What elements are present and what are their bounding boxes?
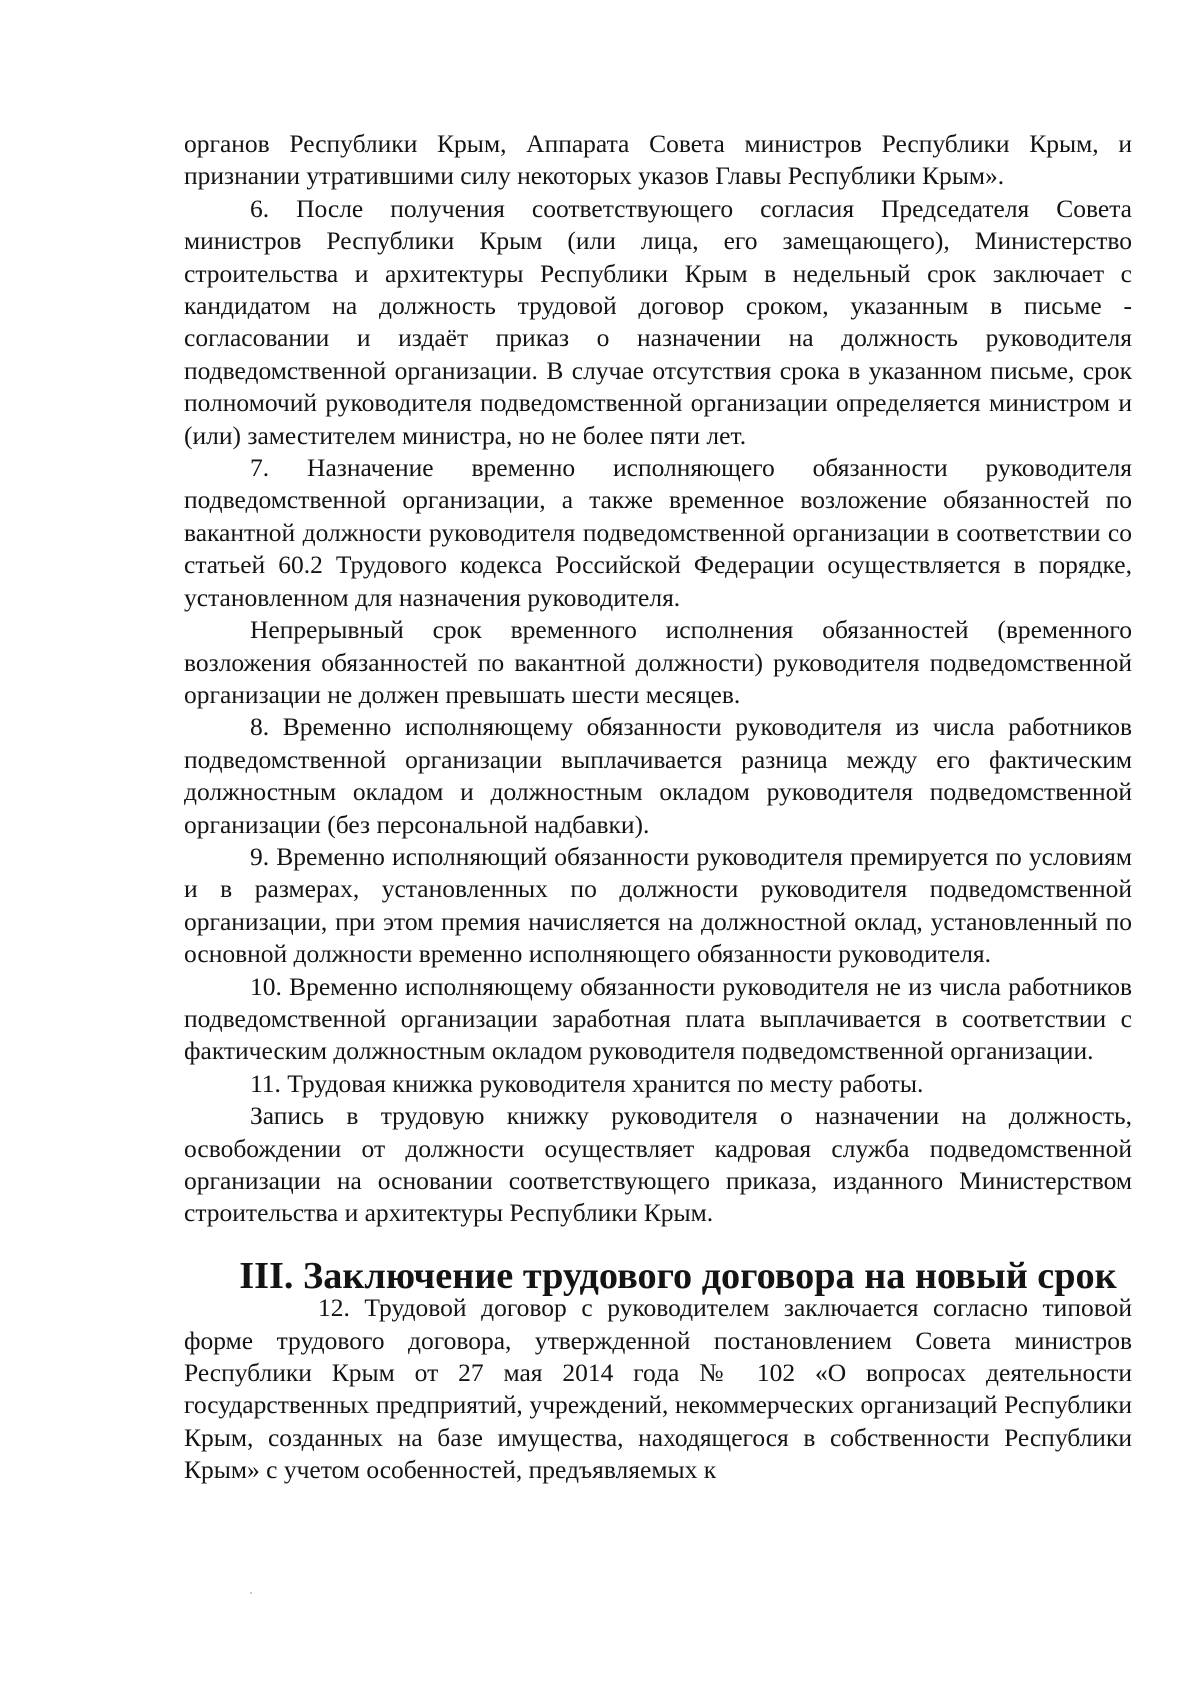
document-body — [184, 128, 1132, 1487]
paragraph-continuation: органов Республики Крым, Аппарата Совета министров Республики Крым, и признании утратившими силу некоторых указов Главы Республики Крым». — [184, 129, 1132, 191]
paragraph-11: 11. Трудовая книжка руководителя хранится по месту работы. — [250, 1068, 924, 1098]
paragraph-10: 10. Временно исполняющему обязанности руководителя не из числа работников подведомственной организации заработная плата выплачивается в соответствии с фактическим должностным окладом руководителя подведомственной организации. — [184, 971, 1132, 1066]
paragraph-7: 7. Назначение временно исполняющего обязанности руководителя подведомственной организации, а также временное возложение обязанностей по вакантной должности руководителя подведомственной организации в соответствии со статьей 60.2 Трудового кодекса Российской Федерации осуществляется в порядке, установленном для назначения руководителя. — [184, 453, 1132, 612]
scan-speck — [250, 1592, 252, 1594]
paragraph-11-continuation: Запись в трудовую книжку руководителя о назначении на должность, освобождении от должности осуществляет кадровая служба подведомственной организации на основании соответствующего приказа, изданного Министерством строительства и архитектуры Республики Крым. — [184, 1101, 1132, 1228]
paragraph-8: 8. Временно исполняющему обязанности руководителя из числа работников подведомственной организации выплачивается разница между его фактическим должностным окладом и должностным окладом руководителя подведомственной организации (без персональной надбавки). — [184, 712, 1132, 839]
paragraph-9: 9. Временно исполняющий обязанности руководителя премируется по условиям и в размерах, установленных по должности руководителя подведомственной организации, при этом премия начисляется на должностной оклад, установленный по основной должности временно исполняющего обязанности руководителя. — [184, 841, 1132, 969]
paragraph-7-continuation: Непрерывный срок временного исполнения обязанностей (временного возложения обязанностей по вакантной должности) руководителя подведомственной организации не должен превышать шести месяцев. — [184, 615, 1132, 709]
paragraph-12: 12. Трудовой договор с руководителем заключается согласно типовой форме трудового договора, утвержденной постановлением Совета министров Республики Крым от 27 мая 2014 года № 102 «О вопросах деятельности государственных предприятий, учреждений, некоммерческих организаций Республики Крым, созданных на базе имущества, находящегося в собственности Республики Крым» с учетом особенностей, предъявляемых к — [184, 1293, 1132, 1485]
paragraph-6: 6. После получения соответствующего согласия Председателя Совета министров Республики Крым (или лица, его замещающего), Министерство строительства и архитектуры Республики Крым в недельный срок заключает с кандидатом на должность трудовой договор сроком, указанным в письме - согласовании и издаёт приказ о назначении на должность руководителя подведомственной организации. В случае отсутствия срока в указанном письме, срок полномочий руководителя подведомственной организации определяется министром и (или) заместителем министра, но не более пяти лет. — [184, 193, 1132, 450]
section-heading: III. Заключение трудового договора на новый срок — [239, 1254, 1117, 1297]
